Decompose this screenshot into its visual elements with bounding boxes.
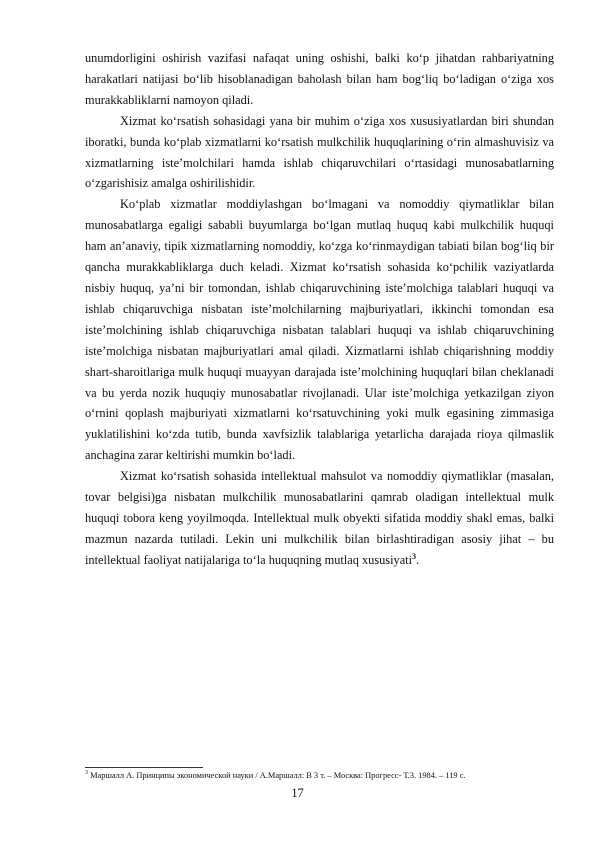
body-paragraph-4-text: Xizmat ko‘rsatish sohasida intellektual mahsulot va nomoddiy qiymatliklar (masalan, tovar belgisi)ga nisbatan mulkchilik munosabatlarini qamrab oladigan intellektual mulk huquqi tobora keng yoyilmoqda. Intellektual mulk obyekti sifatida moddiy shakl emas, balki mazmun nazarda tutiladi. Lekin uni mulkchilik bilan birlashtiradigan asosiy jihat – bu intellektual faoliyat natijalariga to‘la huquqning mutlaq xususiyati — [85, 469, 554, 567]
body-paragraph-3: Ko‘plab xizmatlar moddiylashgan bo‘lmagani va nomoddiy qiymatliklar bilan munosabatlarga egaligi sababli buyumlarga bo‘lgan mutlaq huquq kabi mulkchilik huquqi ham an’anaviy, tipik xizmatlarning nomoddiy, ko‘zga ko‘rinmaydigan tabiati bilan bog‘liq bir qancha murakkabliklarga duch keladi. Xizmat ko‘rsatish sohasida ko‘pchilik vaziyatlarda nisbiy huquq, ya’ni bir tomondan, ishlab chiqaruvchining iste’molchiga talablari huquqi va ishlab chiqaruvchiga nisbatan iste’molchilarning majburiyatlari, ikkinchi tomondan esa iste’molchining ishlab chiqaruvchiga nisbatan talablari huquqi va ishlab chiqaruvchining iste’molchiga nisbatan majburiyatlari amal qiladi. Xizmatlarni ishlab chiqarishning moddiy shart-sharoitlariga mulk huquqi muayyan darajada iste’molchining huquqlari bilan cheklanadi va bu yerda nozik huquqiy munosabatlar rivojlanadi. Ular iste’molchiga yetkazilgan ziyon o‘rnini qoplash majburiyati xizmatlarni ko‘rsatuvchining yoki mulk egasining zimmasiga yuklatilishini ko‘zda tutib, bunda xavfsizlik talablariga yetarlicha darajada rioya qilmaslik anchagina zarar keltirishi mumkin bo‘ladi. — [85, 197, 554, 463]
document-page — [85, 48, 554, 571]
page-number: 17 — [291, 786, 304, 800]
footnote-text: Маршалл А. Принципы экономической науки / А.Маршалл: В 3 т. – Москва: Прогресс- Т.3. 1984. – 119 с. — [88, 771, 466, 780]
body-paragraph-4-end: . — [416, 552, 420, 567]
footnote — [85, 771, 554, 781]
footnote-reference: 3 — [412, 551, 417, 561]
footnote-marker: 3 — [85, 770, 88, 777]
footnote-separator — [85, 767, 203, 768]
body-paragraph-2: Xizmat ko‘rsatish sohasidagi yana bir muhim o‘ziga xos xususiyatlardan biri shundan iboratki, bunda ko‘plab xizmatlarni ko‘rsatish mulkchilik huquqlarining o‘rin almashuvisiz va xizmatlarning iste’molchilari hamda ishlab chiqaruvchilari o‘rtasidagi munosabatlarning o‘zgarishisiz amalga oshirilishidir. — [85, 113, 554, 191]
body-paragraph-4 — [85, 466, 554, 571]
body-paragraph-1: unumdorligini oshirish vazifasi nafaqat uning oshishi, balki ko‘p jihatdan rahbariyatning harakatlari natijasi bo‘lib hisoblanadigan baholash bilan ham bog‘liq bo‘ladigan o‘ziga xos murakkabliklarni namoyon qiladi. — [85, 51, 554, 107]
